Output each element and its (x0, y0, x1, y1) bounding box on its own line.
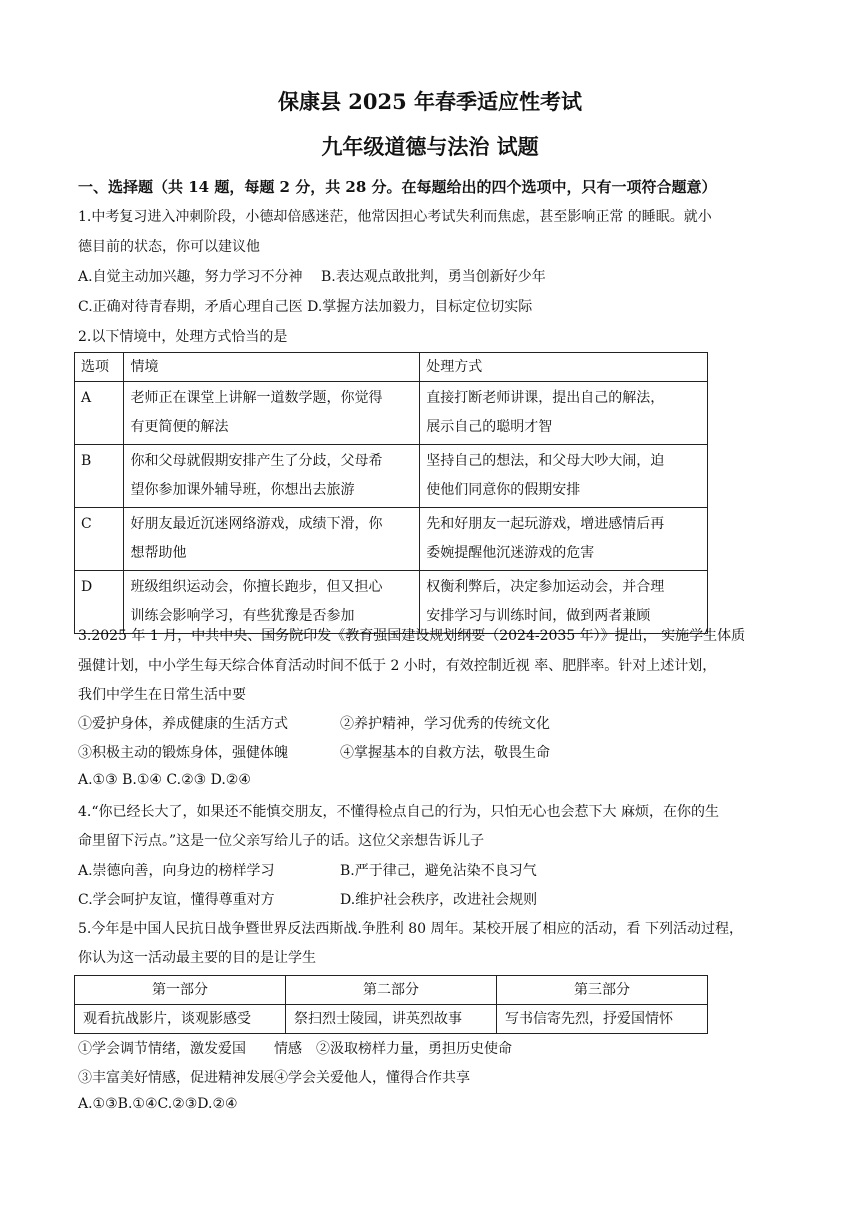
q3-item-3: ③积极主动的锻炼身体，强健体魄 (78, 745, 288, 761)
q4-stem-line1: 4.“你已经长大了，如果还不能慎交朋友，不懂得检点自己的行为，只怕无心也会惹下大 麻烦，在你的生 (78, 804, 719, 820)
q5-options: A.①③B.①④C.②③D.②④ (78, 1096, 238, 1112)
row-handling (420, 445, 708, 508)
cell-line: 安排学习与训练时间，做到两者兼顾 (426, 608, 651, 624)
cell-line: 想帮助他 (130, 545, 187, 561)
table-row (75, 445, 708, 508)
cell-line: 班级组织运动会，你擅长跑步，但又担心 (130, 579, 383, 595)
q1-option-line1: A.自觉主动加兴趣，努力学习不分神 B.表达观点敢批判，勇当创新好少年 (78, 269, 546, 285)
header-part-2: 第二部分 (286, 976, 497, 1005)
table-row (75, 508, 708, 571)
row-situation (124, 508, 420, 571)
row-option: A (75, 382, 124, 445)
cell-line: 你和父母就假期安排产生了分歧，父母希 (130, 453, 383, 469)
row-handling (420, 508, 708, 571)
q4-option-d: D.维护社会秩序，改进社会规则 (340, 892, 538, 908)
header-part-1: 第一部分 (75, 976, 286, 1005)
row-handling (420, 382, 708, 445)
q2-stem: 2.以下情境中，处理方式恰当的是 (78, 329, 288, 345)
cell-line: 直接打断老师讲课，提出自己的解法， (426, 390, 665, 406)
header-handling: 处理方式 (420, 353, 708, 382)
cell-line: 使他们同意你的假期安排 (426, 482, 581, 498)
q5-item-line1: ①学会调节情绪，激发爱国 情感 ②汲取榜样力量，勇担历史使命 (78, 1041, 512, 1057)
table-header-row (75, 976, 708, 1005)
cell-part-3: 写书信寄先烈，抒爱国情怀 (497, 1005, 708, 1034)
cell-part-1: 观看抗战影片，谈观影感受 (75, 1005, 286, 1034)
q2-table (74, 352, 708, 634)
cell-line: 展示自己的聪明才智 (426, 419, 553, 435)
cell-line: 有更简便的解法 (130, 419, 229, 435)
header-option: 选项 (75, 353, 124, 382)
cell-line: 权衡利弊后，决定参加运动会，并合理 (426, 579, 665, 595)
q1-stem-line1: 1.中考复习进入冲刺阶段，小德却倍感迷茫，他常因担心考试失利而焦虑，甚至影响正常 的睡眠。就小 (78, 209, 712, 225)
row-option: D (75, 571, 124, 634)
q4-option-c: C.学会呵护友谊，懂得尊重对方 (78, 892, 275, 908)
q5-table (74, 975, 708, 1034)
q3-item-1: ①爱护身体，养成健康的生活方式 (78, 716, 288, 732)
q3-item-2: ②养护精神，学习优秀的传统文化 (340, 716, 550, 732)
q1-stem-line2: 德目前的状态，你可以建议他 (78, 239, 260, 255)
row-option: B (75, 445, 124, 508)
q4-option-a: A.崇德向善，向身边的榜样学习 (78, 863, 275, 879)
q5-item-line2: ③丰富美好情感，促进精神发展④学会关爱他人，懂得合作共享 (78, 1070, 470, 1086)
exam-title: 保康县 2025 年春季适应性考试 (277, 89, 583, 114)
q1-option-line2: C.正确对待青春期，矛盾心理自己医 D.掌握方法加毅力，目标定位切实际 (78, 299, 533, 315)
q3-stem-line1: 3.2025 年 1 月，中共中央、国务院印发《教育强国建设规划纲要（2024-2035 年）》提出， 实施学生体质 (78, 628, 746, 644)
table-row (75, 382, 708, 445)
q3-stem-line2: 强健计划，中小学生每天综合体育活动时间不低于 2 小时，有效控制近视 率、肥胖率。针对上述计划， (78, 658, 717, 674)
header-situation: 情境 (124, 353, 420, 382)
header-part-3: 第三部分 (497, 976, 708, 1005)
cell-line: 老师正在课堂上讲解一道数学题，你觉得 (130, 390, 383, 406)
section-heading: 一、选择题（共 14 题，每题 2 分，共 28 分。在每题给出的四个选项中，只有一项符合题意） (78, 178, 717, 196)
cell-line: 先和好朋友一起玩游戏，增进感情后再 (426, 516, 665, 532)
row-situation (124, 445, 420, 508)
table-row (75, 1005, 708, 1034)
exam-subtitle: 九年级道德与法治 试题 (321, 134, 539, 159)
cell-line: 望你参加课外辅导班，你想出去旅游 (130, 482, 355, 498)
cell-part-2: 祭扫烈士陵园，讲英烈故事 (286, 1005, 497, 1034)
q5-stem-line2: 你认为这一活动最主要的目的是让学生 (78, 950, 316, 966)
q3-options: A.①③ B.①④ C.②③ D.②④ (78, 772, 251, 788)
cell-line: 坚持自己的想法，和父母大吵大闹，迫 (426, 453, 665, 469)
q4-stem-line2: 命里留下污点。”这是一位父亲写给儿子的话。这位父亲想告诉儿子 (78, 833, 485, 849)
q3-item-4: ④掌握基本的自救方法，敬畏生命 (340, 745, 550, 761)
cell-line: 训练会影响学习，有些犹豫是否参加 (130, 608, 355, 624)
q5-stem-line1: 5.今年是中国人民抗日战争暨世界反法西斯战.争胜利 80 周年。某校开展了相应的活动，看 下列活动过程， (78, 921, 743, 937)
row-option: C (75, 508, 124, 571)
q4-option-b: B.严于律己，避免沾染不良习气 (340, 863, 537, 879)
q3-stem-line3: 我们中学生在日常生活中要 (78, 687, 246, 703)
cell-line: 好朋友最近沉迷网络游戏，成绩下滑，你 (130, 516, 383, 532)
row-situation (124, 382, 420, 445)
cell-line: 委婉提醒他沉迷游戏的危害 (426, 545, 595, 561)
table-header-row (75, 353, 708, 382)
